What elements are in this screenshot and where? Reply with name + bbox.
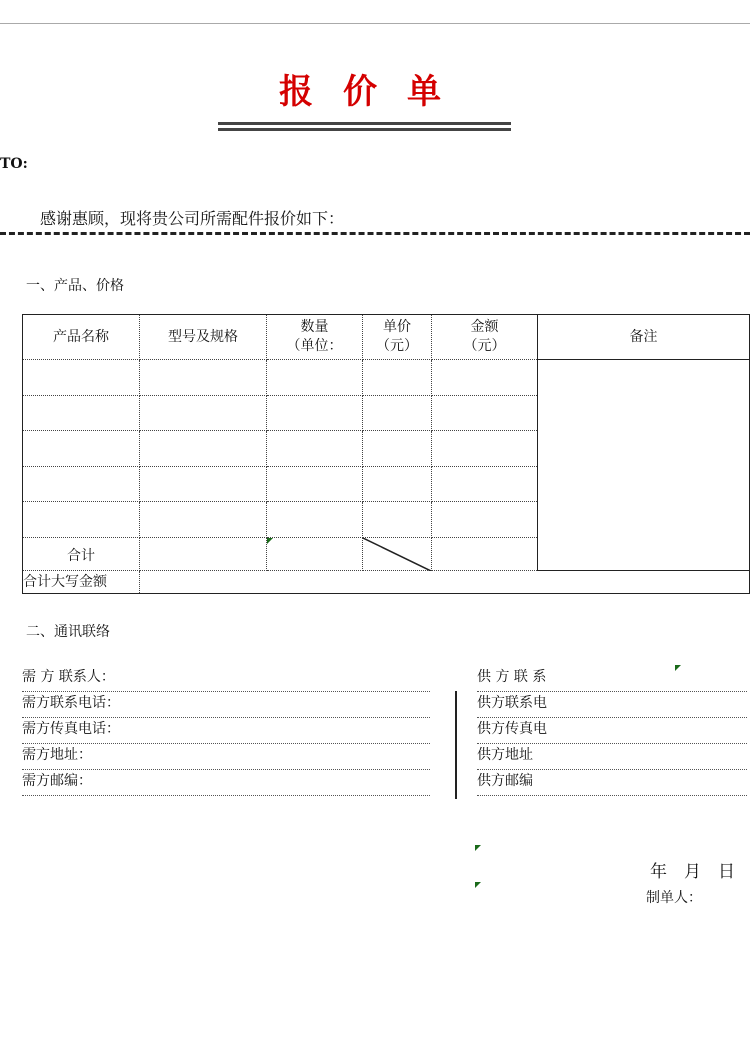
cell[interactable] [432, 467, 538, 502]
comment-marker-icon [475, 845, 481, 851]
cell[interactable] [23, 396, 140, 431]
total-caps-label: 合计大写金额 [23, 571, 140, 594]
supplier-contact-list [477, 666, 750, 796]
diagonal-line [363, 538, 431, 571]
top-divider [0, 23, 750, 24]
dashed-divider [0, 232, 750, 235]
cell[interactable] [23, 360, 140, 396]
cell[interactable] [267, 538, 363, 571]
header-quantity-text: 数量 [300, 319, 329, 335]
total-label: 合计 [23, 538, 140, 571]
buyer-phone[interactable]: 需方联系电话： [22, 692, 430, 718]
date-field: 年 月 日 [650, 862, 735, 882]
cell[interactable] [363, 431, 432, 467]
cell[interactable] [140, 538, 267, 571]
cell[interactable] [23, 431, 140, 467]
header-amount-currency: （元） [463, 338, 506, 354]
comment-marker-icon [267, 538, 273, 544]
supplier-address[interactable]: 供方地址 [477, 744, 747, 770]
supplier-postcode[interactable]: 供方邮编 [477, 770, 747, 796]
cell[interactable] [267, 502, 363, 538]
cell[interactable] [140, 360, 267, 396]
header-amount [432, 315, 538, 360]
header-remarks: 备注 [538, 315, 750, 360]
supplier-fax[interactable]: 供方传真电 [477, 718, 747, 744]
section-contact: 二、通讯联络 [26, 624, 110, 640]
section-products: 一、产品、价格 [26, 278, 124, 294]
remarks-cell[interactable] [538, 360, 750, 571]
cell[interactable] [23, 502, 140, 538]
column-divider [455, 691, 457, 799]
table-row [23, 360, 750, 396]
header-product-name: 产品名称 [23, 315, 140, 360]
cell[interactable] [140, 502, 267, 538]
cell[interactable] [363, 396, 432, 431]
to-label: TO: [0, 156, 28, 172]
cell[interactable] [363, 467, 432, 502]
cell[interactable] [140, 431, 267, 467]
cell[interactable] [432, 360, 538, 396]
header-unit-price-currency: （元） [376, 338, 418, 354]
header-unit-text: （单位： [286, 338, 343, 354]
quote-table [22, 314, 750, 594]
header-amount-text: 金额 [470, 319, 499, 335]
header-unit-price [363, 315, 432, 360]
buyer-contact-person[interactable]: 需 方 联系人： [22, 666, 430, 692]
cell[interactable] [363, 502, 432, 538]
diagonal-cell [363, 538, 432, 571]
buyer-address[interactable]: 需方地址： [22, 744, 430, 770]
supplier-contact-person[interactable]: 供 方 联 系 [477, 666, 747, 692]
cell[interactable] [432, 502, 538, 538]
total-caps-row [23, 571, 750, 594]
intro-text: 感谢惠顾，现将贵公司所需配件报价如下： [40, 209, 345, 228]
buyer-contact-list [22, 666, 430, 796]
cell[interactable] [267, 467, 363, 502]
cell[interactable] [140, 396, 267, 431]
buyer-fax[interactable]: 需方传真电话： [22, 718, 430, 744]
buyer-postcode[interactable]: 需方邮编： [22, 770, 430, 796]
total-caps-value[interactable] [140, 571, 750, 594]
comment-marker-icon [675, 665, 681, 671]
cell[interactable] [267, 396, 363, 431]
cell[interactable] [432, 431, 538, 467]
title-underline [218, 122, 511, 131]
cell[interactable] [432, 396, 538, 431]
cell[interactable] [267, 360, 363, 396]
supplier-phone[interactable]: 供方联系电 [477, 692, 747, 718]
page-title: 报价单 [279, 72, 471, 112]
comment-marker-icon [475, 882, 481, 888]
cell[interactable] [140, 467, 267, 502]
header-unit-price-text: 单价 [383, 319, 411, 335]
cell[interactable] [432, 538, 538, 571]
cell[interactable] [363, 360, 432, 396]
cell[interactable] [23, 467, 140, 502]
header-quantity [267, 315, 363, 360]
maker-label: 制单人： [646, 890, 702, 906]
cell[interactable] [267, 431, 363, 467]
header-model-spec: 型号及规格 [140, 315, 267, 360]
